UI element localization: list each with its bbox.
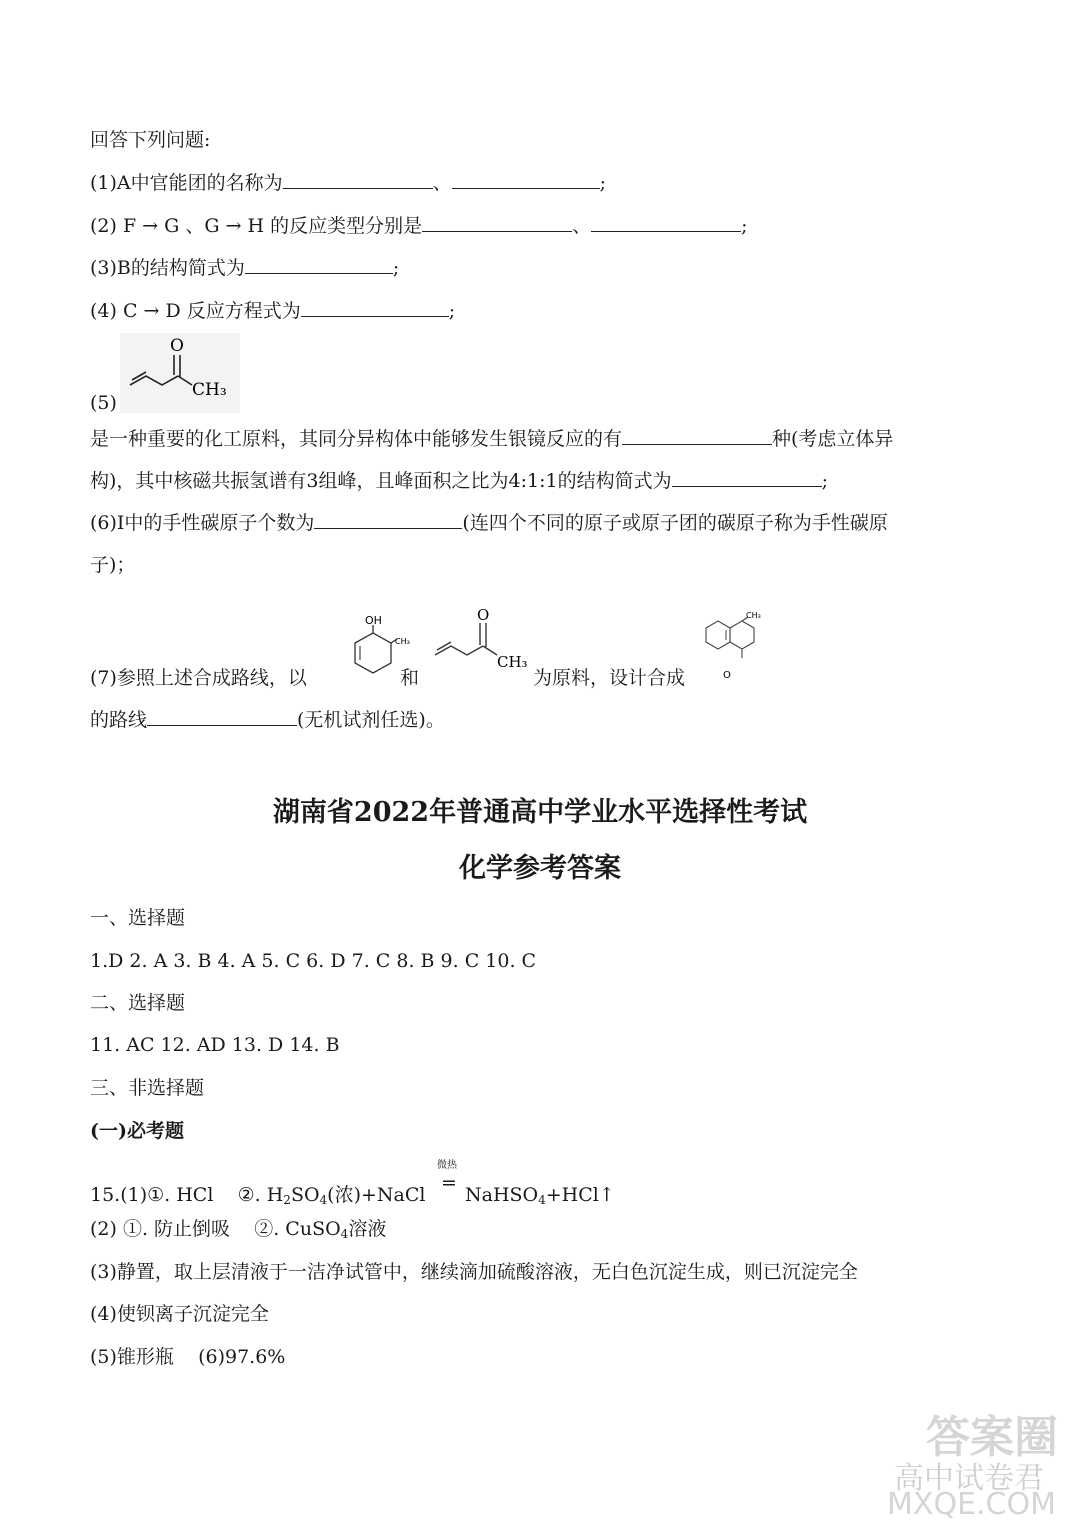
subscript: 4 — [319, 1193, 328, 1207]
q7-text-4: (无机试剂任选)。 — [297, 709, 445, 731]
answer-15-2 — [90, 1214, 386, 1249]
q6-text-1: (6)I中的手性碳原子个数为 — [90, 512, 315, 534]
question-4 — [90, 296, 455, 326]
answer-blank — [147, 707, 297, 726]
question-1 — [90, 168, 606, 198]
equation-part: NaHSO — [465, 1184, 539, 1206]
answer-15-2b: ②. CuSO — [254, 1218, 341, 1240]
intro-text: 回答下列问题: — [90, 129, 211, 151]
answer-blank — [452, 170, 600, 189]
answer-blank — [672, 468, 822, 487]
q5-end: ; — [821, 470, 828, 492]
q1-sep: 、 — [432, 172, 452, 194]
q7-line2 — [90, 705, 445, 735]
section-3-heading: 三、非选择题 — [90, 1077, 205, 1099]
answer-subtitle: 化学参考答案 — [459, 853, 621, 884]
answer-15-4: (4)使钡离子沉淀完全 — [90, 1303, 269, 1325]
watermark-logo-text: 答案圈 — [926, 1412, 1058, 1463]
q5-text-3: 构)，其中核磁共振氢谱有3组峰，且峰面积之比为4:1:1的结构简式为 — [90, 470, 672, 492]
answer-blank — [283, 170, 433, 189]
watermark-subtitle: 高中试卷君 — [894, 1461, 1044, 1496]
q7-text-3: 的路线 — [90, 709, 148, 731]
answer-15-5: (5)锥形瓶 — [90, 1346, 174, 1368]
equation-part: (浓)+NaCl — [327, 1184, 426, 1206]
question-3 — [90, 253, 399, 283]
reaction-products — [465, 1180, 615, 1215]
section-2-heading: 二、选择题 — [90, 992, 186, 1014]
section-1-answers: 1.D 2. A 3. B 4. A 5. C 6. D 7. C 8. B 9. C 10. C — [90, 950, 537, 972]
q7-text-1: (7)参照上述合成路线，以 — [90, 667, 307, 689]
equation-part: SO — [290, 1184, 320, 1206]
answer-title: 湖南省2022年普通高中学业水平选择性考试 — [272, 797, 808, 828]
subscript: 2 — [283, 1193, 291, 1207]
subsection-heading: (一)必考题 — [90, 1120, 184, 1142]
q5-line1 — [90, 424, 893, 454]
methyl-label: CH₃ — [497, 653, 528, 671]
methyl-label: CH₃ — [192, 380, 227, 400]
q6-line2: 子)； — [90, 554, 136, 576]
subscript: 4 — [538, 1193, 546, 1207]
methyl-label: CH₃ — [746, 611, 761, 620]
answer-15-6: (6)97.6% — [198, 1346, 286, 1368]
answer-15-1 — [90, 1180, 425, 1215]
methyl-label: CH₃ — [395, 637, 410, 646]
answer-blank — [314, 510, 462, 529]
section-2-answers: 11. AC 12. AD 13. D 14. B — [90, 1034, 340, 1056]
q3-text: (3)B的结构简式为 — [90, 257, 245, 279]
answer-blank — [591, 213, 741, 232]
q6-text-2: (连四个不同的原子或原子团的碳原子称为手性碳原 — [462, 512, 888, 534]
q7-line1 — [90, 663, 307, 693]
equation-part: ②. H — [237, 1184, 284, 1206]
q5-number: (5) — [90, 392, 117, 414]
oxygen-label: O — [723, 670, 731, 681]
answer-15-1a: 15.(1)①. HCl — [90, 1184, 214, 1206]
section-1-heading: 一、选择题 — [90, 907, 186, 929]
oxygen-label: O — [170, 336, 184, 356]
answer-blank — [422, 213, 572, 232]
subscript: 4 — [340, 1227, 349, 1241]
answer-blank — [245, 255, 393, 274]
q1-end: ; — [599, 172, 607, 194]
q5-line2 — [90, 466, 828, 496]
answer-15-2c: 溶液 — [348, 1218, 387, 1240]
answer-15-5-6 — [90, 1342, 285, 1372]
butenone-structure — [120, 333, 240, 413]
watermark — [836, 1401, 1066, 1521]
answer-15-3: (3)静置，取上层清液于一洁净试管中，继续滴加硫酸溶液，无白色沉淀生成，则已沉淀完全 — [90, 1261, 858, 1283]
answer-15-2a: (2) ①. 防止倒吸 — [90, 1218, 231, 1240]
question-2 — [90, 211, 748, 241]
answer-blank — [301, 298, 449, 317]
q6-line1 — [90, 508, 888, 538]
q4-text: (4) C → D 反应方程式为 — [90, 300, 301, 322]
o-cresol-structure — [333, 614, 410, 687]
watermark-url: MXQE.COM — [887, 1487, 1056, 1522]
target-bicyclic-ketone-structure — [700, 608, 772, 686]
q5-text-1: 是一种重要的化工原料，其同分异构体中能够发生银镜反应的有 — [90, 428, 623, 450]
hydroxyl-label: OH — [365, 614, 382, 627]
q2-end: ; — [741, 215, 748, 237]
q5-text-2: 种(考虑立体异 — [772, 428, 894, 450]
q7-and: 和 — [400, 667, 420, 689]
q1-text: (1)A中官能团的名称为 — [90, 172, 283, 194]
q2-sep: 、 — [572, 215, 592, 237]
butenone-structure-2 — [425, 605, 530, 685]
q2-text: (2) F → G 、G → H 的反应类型分别是 — [90, 215, 423, 237]
reaction-condition: 微热 — [437, 1160, 457, 1171]
q4-end: ; — [448, 300, 456, 322]
oxygen-label: O — [477, 606, 490, 624]
reaction-equals: = — [441, 1172, 457, 1194]
q7-text-2: 为原料，设计合成 — [533, 667, 686, 689]
q3-end: ; — [392, 257, 400, 279]
equation-part: +HCl↑ — [545, 1184, 615, 1206]
answer-blank — [622, 426, 772, 445]
